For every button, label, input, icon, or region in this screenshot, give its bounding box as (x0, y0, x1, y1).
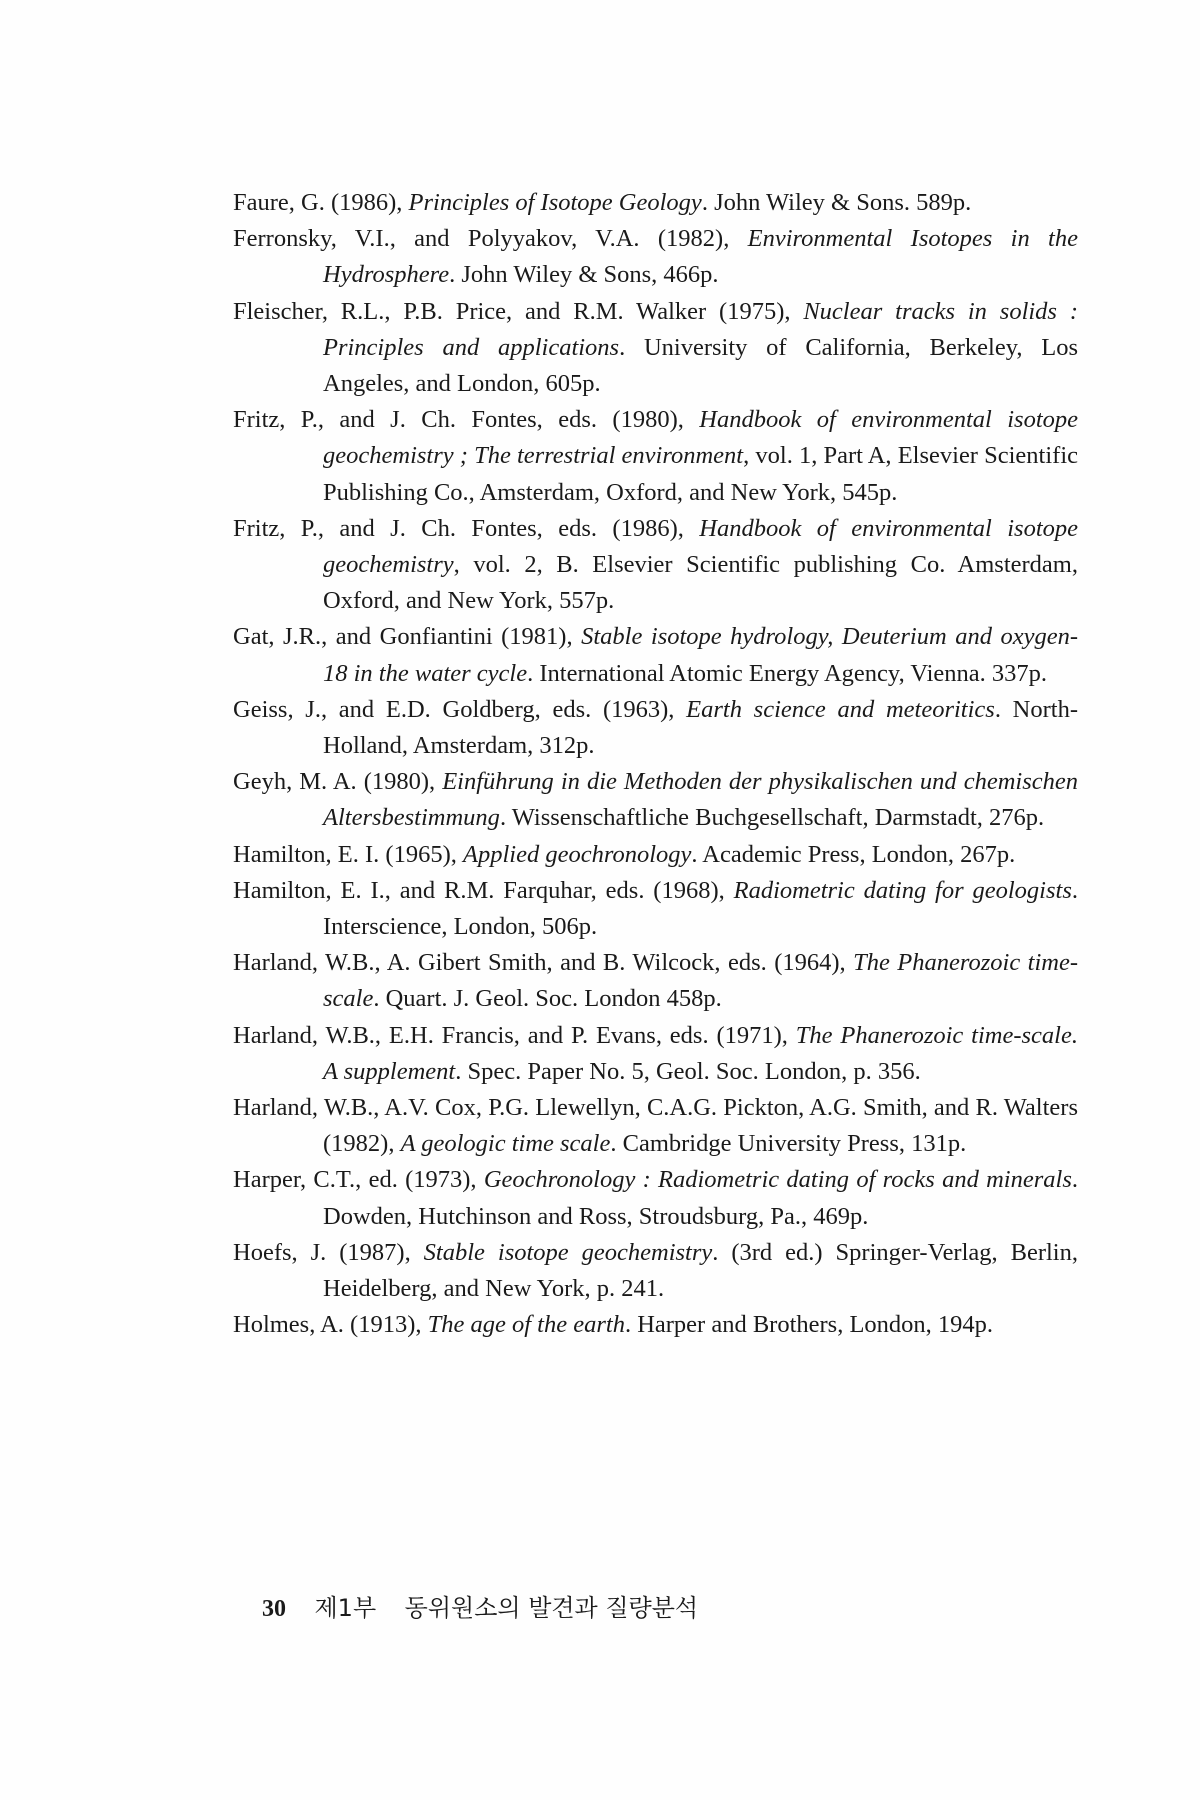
reference-title: Nuclear tracks in solids : Principles and applications (323, 297, 1078, 361)
reference-title: The age of the earth (427, 1311, 625, 1339)
reference-text: Harper, C.T., ed. (1973), (233, 1166, 484, 1194)
reference-title: A geologic time scale (400, 1130, 611, 1158)
reference-text: Harland, W.B., A. Gibert Smith, and B. Wilcock, eds. (1964), (233, 949, 854, 977)
reference-text: Faure, G. (1986), (233, 189, 409, 216)
reference-title: Radiometric dating for geologists (733, 876, 1072, 904)
reference-entry (233, 1090, 1078, 1162)
reference-title: The Phanerozoic time-scale. A supplement (323, 1021, 1078, 1085)
reference-text: . (3rd ed.) Springer-Verlag, Berlin, Heidelberg, and New York, p. 241. (323, 1238, 1078, 1303)
reference-title: Einführung in die Methoden der physikalischen und chemischen Altersbestimmung (323, 768, 1078, 832)
reference-entry (233, 945, 1078, 1017)
reference-text: Fritz, P., and J. Ch. Fontes, eds. (1980), (233, 406, 700, 434)
reference-entry (233, 873, 1078, 945)
page-number: 30 (262, 1596, 286, 1622)
reference-entry (233, 1162, 1078, 1234)
reference-text: . John Wiley & Sons. 589p. (701, 189, 972, 216)
reference-text: Hoefs, J. (1987), (233, 1238, 424, 1266)
reference-text: . International Atomic Energy Agency, Vienna. 337p. (527, 659, 1048, 687)
reference-entry (233, 619, 1078, 691)
reference-title: Stable isotope hydrology, Deuterium and oxygen-18 in the water cycle (323, 623, 1078, 687)
reference-title: Handbook of environmental isotope geochemistry ; The terrestrial environment (323, 406, 1078, 470)
reference-title: The Phanerozoic time-scale (323, 949, 1078, 1013)
page-footer (262, 1588, 698, 1623)
reference-text: , vol. 2, B. Elsevier Scientific publishing Co. Amsterdam, Oxford, and New York, 557p. (323, 551, 1078, 615)
reference-text: Hamilton, E. I. (1965), (233, 840, 463, 868)
reference-title: Stable isotope geochemistry (423, 1238, 713, 1266)
reference-text: Ferronsky, V.I., and Polyyakov, V.A. (1982), (233, 225, 748, 253)
reference-text: Holmes, A. (1913), (233, 1311, 428, 1339)
reference-text: Fritz, P., and J. Ch. Fontes, eds. (1986), (233, 514, 700, 542)
reference-text: . Dowden, Hutchinson and Ross, Stroudsburg, Pa., 469p. (323, 1166, 1078, 1230)
reference-text: . Wissenschaftliche Buchgesellschaft, Darmstadt, 276p. (499, 804, 1045, 832)
reference-text: . Cambridge University Press, 131p. (610, 1130, 967, 1158)
reference-text: Fleischer, R.L., P.B. Price, and R.M. Walker (1975), (233, 297, 804, 325)
reference-text: . University of California, Berkeley, Los Angeles, and London, 605p. (323, 333, 1079, 398)
reference-text: . Harper and Brothers, London, 194p. (624, 1311, 994, 1339)
reference-text: Hamilton, E. I., and R.M. Farquhar, eds. (1968), (233, 876, 734, 904)
reference-text: . North-Holland, Amsterdam, 312p. (323, 695, 1078, 760)
reference-entry (233, 185, 1078, 221)
reference-text: . John Wiley & Sons, 466p. (449, 261, 719, 289)
reference-title: Geochronology : Radiometric dating of rocks and minerals (483, 1166, 1072, 1194)
reference-entry (233, 837, 1078, 873)
reference-entry (233, 402, 1078, 511)
reference-title: Handbook of environmental isotope geochemistry (323, 514, 1078, 579)
reference-title: Environmental Isotopes in the Hydrosphere (323, 225, 1078, 289)
reference-text: . Spec. Paper No. 5, Geol. Soc. London, p. 356. (455, 1057, 921, 1085)
reference-title: Principles of Isotope Geology (408, 189, 702, 216)
part-label: 제1부 (314, 1594, 377, 1622)
reference-text: Harland, W.B., A.V. Cox, P.G. Llewellyn, C.A.G. Pickton, A.G. Smith, and R. Walters (1982), (233, 1094, 1078, 1158)
reference-entry (233, 1307, 1078, 1343)
reference-entry (233, 692, 1078, 764)
reference-entry (233, 511, 1078, 620)
reference-entry (233, 1018, 1078, 1090)
reference-entry (233, 1235, 1078, 1307)
reference-title: Earth science and meteoritics (686, 695, 995, 723)
reference-text: , vol. 1, Part A, Elsevier Scientific Publishing Co., Amsterdam, Oxford, and New York, 545p. (323, 442, 1078, 506)
reference-entry (233, 764, 1078, 836)
reference-text: Geiss, J., and E.D. Goldberg, eds. (1963), (233, 695, 687, 723)
reference-list (233, 185, 1078, 1344)
reference-text: Gat, J.R., and Gonfiantini (1981), (233, 623, 582, 651)
reference-text: . Academic Press, London, 267p. (691, 840, 1016, 868)
reference-text: Geyh, M. A. (1980), (233, 768, 443, 796)
reference-text: Harland, W.B., E.H. Francis, and P. Evans, eds. (1971), (233, 1021, 796, 1049)
reference-entry (233, 294, 1078, 403)
reference-text: . Quart. J. Geol. Soc. London 458p. (373, 985, 722, 1013)
chapter-title: 동위원소의 발견과 질량분석 (404, 1594, 699, 1622)
reference-text: . Interscience, London, 506p. (323, 876, 1078, 941)
reference-title: Applied geochronology (463, 840, 692, 868)
reference-entry (233, 221, 1078, 293)
